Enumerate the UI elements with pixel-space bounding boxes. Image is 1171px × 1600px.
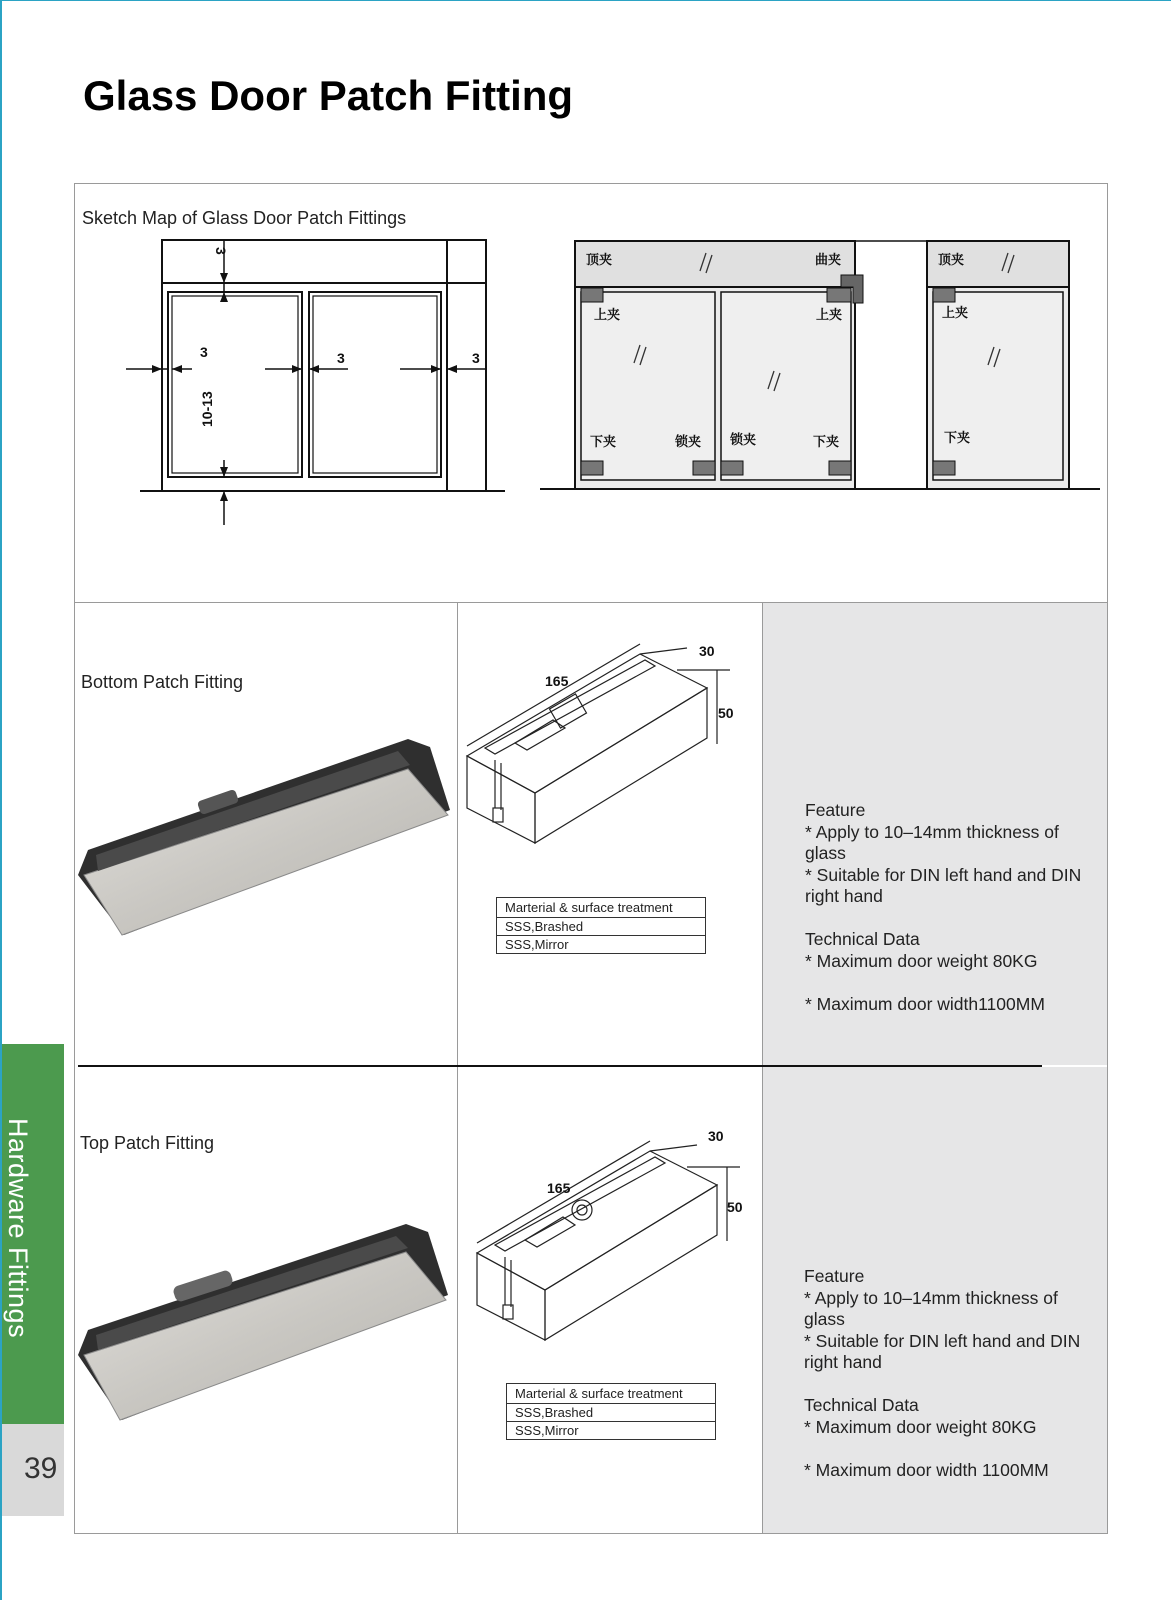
divider-col-2 [762,602,763,1534]
feature-block-bottom [805,800,1095,1015]
bottom-fitting-dimension-drawing [465,643,745,848]
material-table-top [506,1383,716,1440]
door-frame-dimension-sketch [120,235,510,530]
material-table-bottom [496,897,706,954]
sketch-title: Sketch Map of Glass Door Patch Fittings [82,208,407,228]
product-name-bottom: Bottom Patch Fitting [81,672,244,692]
material-row-2: SSS,Mirror [515,1423,579,1438]
feature-title: Feature [805,800,866,820]
label-upper-clamp-2: 上夹 [816,308,843,323]
dim-left-gap: 3 [200,344,208,360]
dim-top-gap: 3 [213,247,229,255]
feature-item: * Apply to 10–14mm thickness of glass [805,821,1059,863]
top-fitting-dimension-drawing [475,1128,755,1345]
label-lock-clamp-2: 锁夹 [730,433,757,448]
label-lock-clamp-1: 锁夹 [675,435,702,450]
tech-item: * Maximum door weight 80KG [804,1416,1037,1437]
label-lower-clamp-2: 下夹 [813,435,840,450]
tech-item: * Maximum door width1100MM [805,993,1045,1014]
dim-height-top: 50 [727,1199,743,1215]
product-name-top: Top Patch Fitting [80,1133,215,1153]
dim-width-top: 30 [708,1128,724,1144]
feature-item: * Suitable for DIN left hand and DIN right hand [805,864,1082,906]
label-lower-clamp-1: 下夹 [590,435,617,450]
label-top-clamp-2: 顶夹 [938,253,965,268]
page-number: 39 [24,1452,58,1485]
feature-title: Feature [804,1266,865,1286]
tech-title: Technical Data [804,1395,919,1415]
fittings-placement-sketch [540,235,1100,495]
top-accent-rule [0,0,1171,1]
label-upper-clamp-3: 上夹 [942,306,969,321]
material-row-1: SSS,Brashed [497,918,705,936]
spacer [804,1374,1094,1396]
tech-title: Technical Data [805,929,920,949]
label-curved-clamp: 曲夹 [815,253,842,268]
spacer [805,972,1095,994]
dim-height-bottom: 50 [718,705,734,721]
spacer [804,1438,1094,1460]
dim-length-top: 165 [547,1180,571,1196]
material-table-header: Marterial & surface treatment [497,898,705,918]
material-row-2: SSS,Mirror [505,937,569,952]
tech-item: * Maximum door weight 80KG [805,950,1038,971]
feature-block-top [804,1266,1094,1481]
dim-width-bottom: 30 [699,643,715,659]
dim-length-bottom: 165 [545,673,569,689]
divider-products [78,1065,1042,1067]
dim-right-gap: 3 [472,350,480,366]
material-row-1: SSS,Brashed [507,1404,715,1422]
label-lower-clamp-3: 下夹 [944,431,971,446]
label-top-clamp-1: 顶夹 [586,253,613,268]
section-tab-label: Hardware Fittings [3,1118,33,1339]
feature-item: * Apply to 10–14mm thickness of glass [804,1287,1058,1329]
feature-item: * Suitable for DIN left hand and DIN right hand [804,1330,1081,1372]
top-fitting-photo [78,1220,458,1430]
bottom-fitting-photo [78,735,458,955]
dim-bottom-gap: 10-13 [199,391,215,427]
dim-center-gap: 3 [337,350,345,366]
spacer [805,908,1095,930]
label-upper-clamp-1: 上夹 [594,308,621,323]
material-table-header: Marterial & surface treatment [507,1384,715,1404]
page-title: Glass Door Patch Fitting [83,72,574,119]
tech-item: * Maximum door width 1100MM [804,1459,1049,1480]
